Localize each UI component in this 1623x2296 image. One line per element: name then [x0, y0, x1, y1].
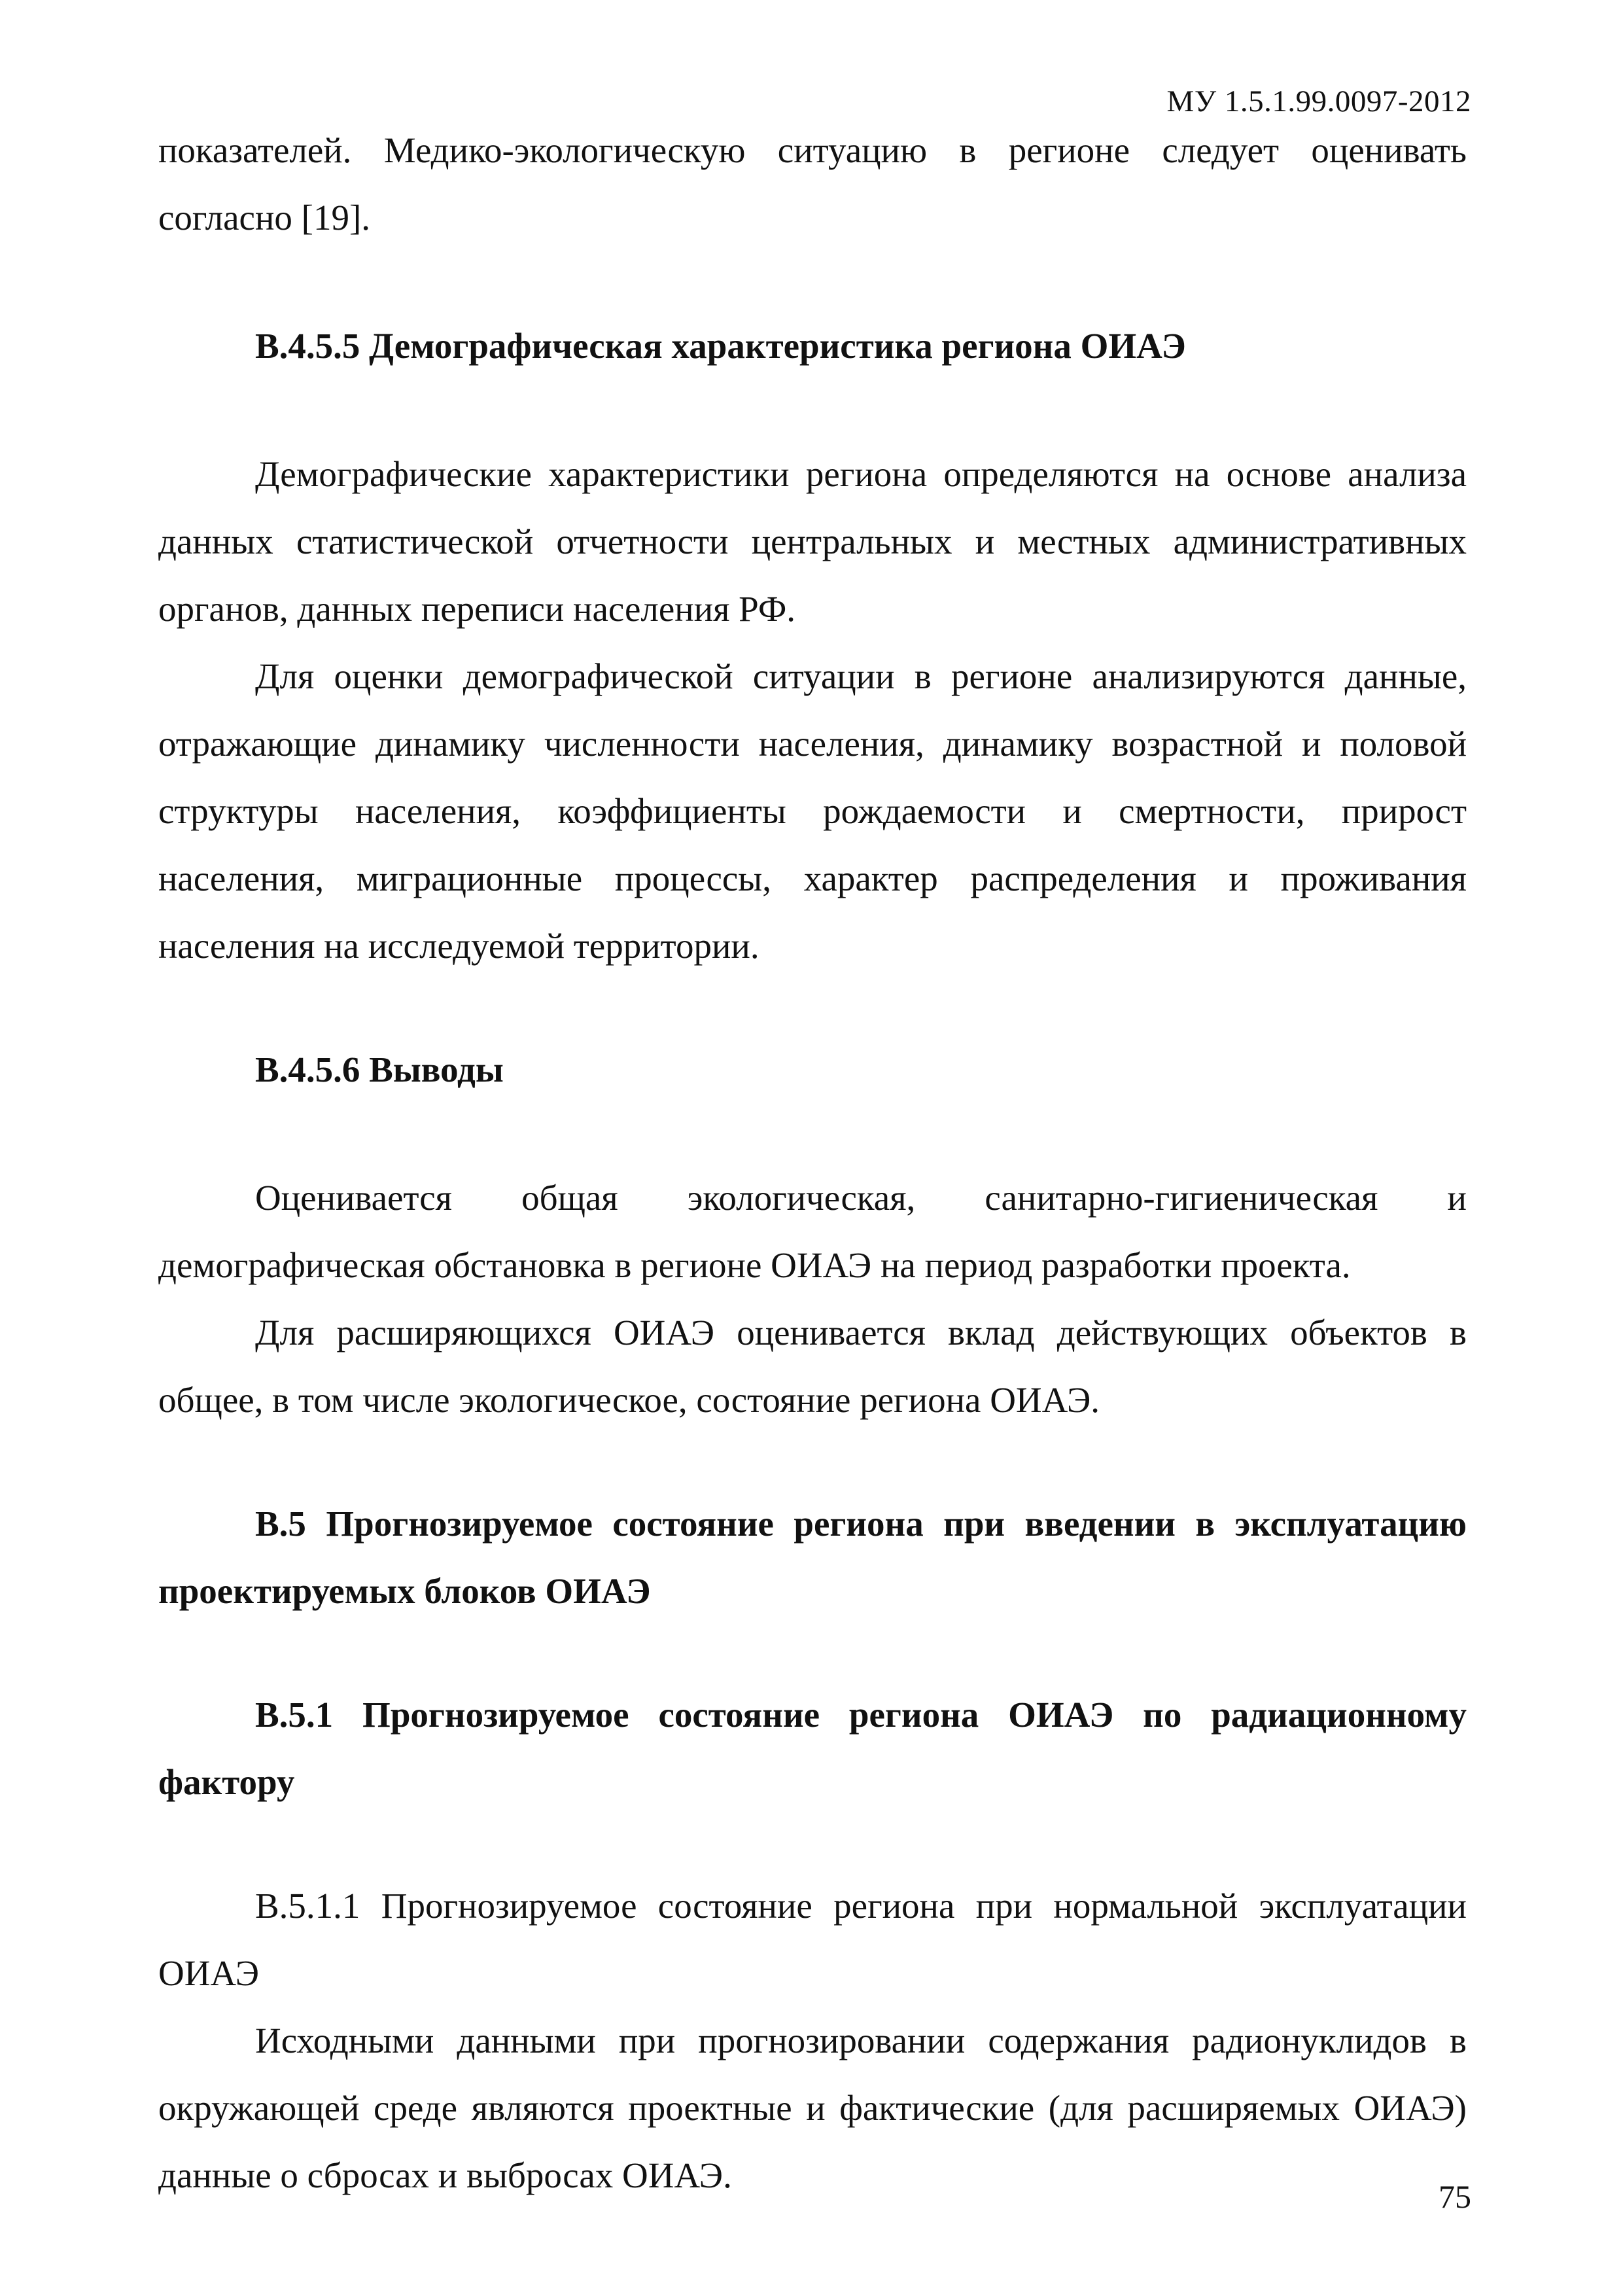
paragraph-initial-data: Исходными данными при прогнозировании содержания радионуклидов в окружающей среде являются проектные и фактические (для расширяемых ОИАЭ) данные о сбросах и выбросах ОИАЭ.	[158, 2021, 1467, 2195]
paragraph-continued: показателей. Медико-экологическую ситуацию в регионе следует оценивать согласно [19].	[158, 130, 1467, 238]
document-code: МУ 1.5.1.99.0097-2012	[1166, 84, 1471, 118]
heading-b456: В.4.5.6 Выводы	[255, 1050, 504, 1089]
heading-b5: В.5 Прогнозируемое состояние региона при введении в эксплуатацию проектируемых блоков ОИАЭ	[158, 1504, 1467, 1611]
heading-b51: В.5.1 Прогнозируемое состояние региона ОИАЭ по радиационному фактору	[158, 1695, 1467, 1802]
paragraph-conclusions-overall: Оценивается общая экологическая, санитарно-гигиеническая и демографическая обстановка в регионе ОИАЭ на период разработки проекта.	[158, 1178, 1467, 1285]
paragraph-b511: В.5.1.1 Прогнозируемое состояние региона при нормальной эксплуатации ОИАЭ	[158, 1886, 1467, 1993]
paragraph-conclusions-expanding: Для расширяющихся ОИАЭ оценивается вклад действующих объектов в общее, в том числе экологическое, состояние региона ОИАЭ.	[158, 1313, 1467, 1420]
heading-b455: В.4.5.5 Демографическая характеристика региона ОИАЭ	[255, 326, 1186, 366]
paragraph-demographics-analysis: Для оценки демографической ситуации в регионе анализируются данные, отражающие динамику численности населения, динамику возрастной и половой структуры населения, коэффициенты рождаемости и смертности, прирост населения, миграционные процессы, характер распределения и проживания населения на исследуемой территории.	[158, 656, 1467, 966]
page-number: 75	[1439, 2178, 1471, 2215]
page-content	[158, 116, 1467, 2209]
paragraph-demographics-sources: Демографические характеристики региона определяются на основе анализа данных статистической отчетности центральных и местных административных органов, данных переписи населения РФ.	[158, 454, 1467, 629]
